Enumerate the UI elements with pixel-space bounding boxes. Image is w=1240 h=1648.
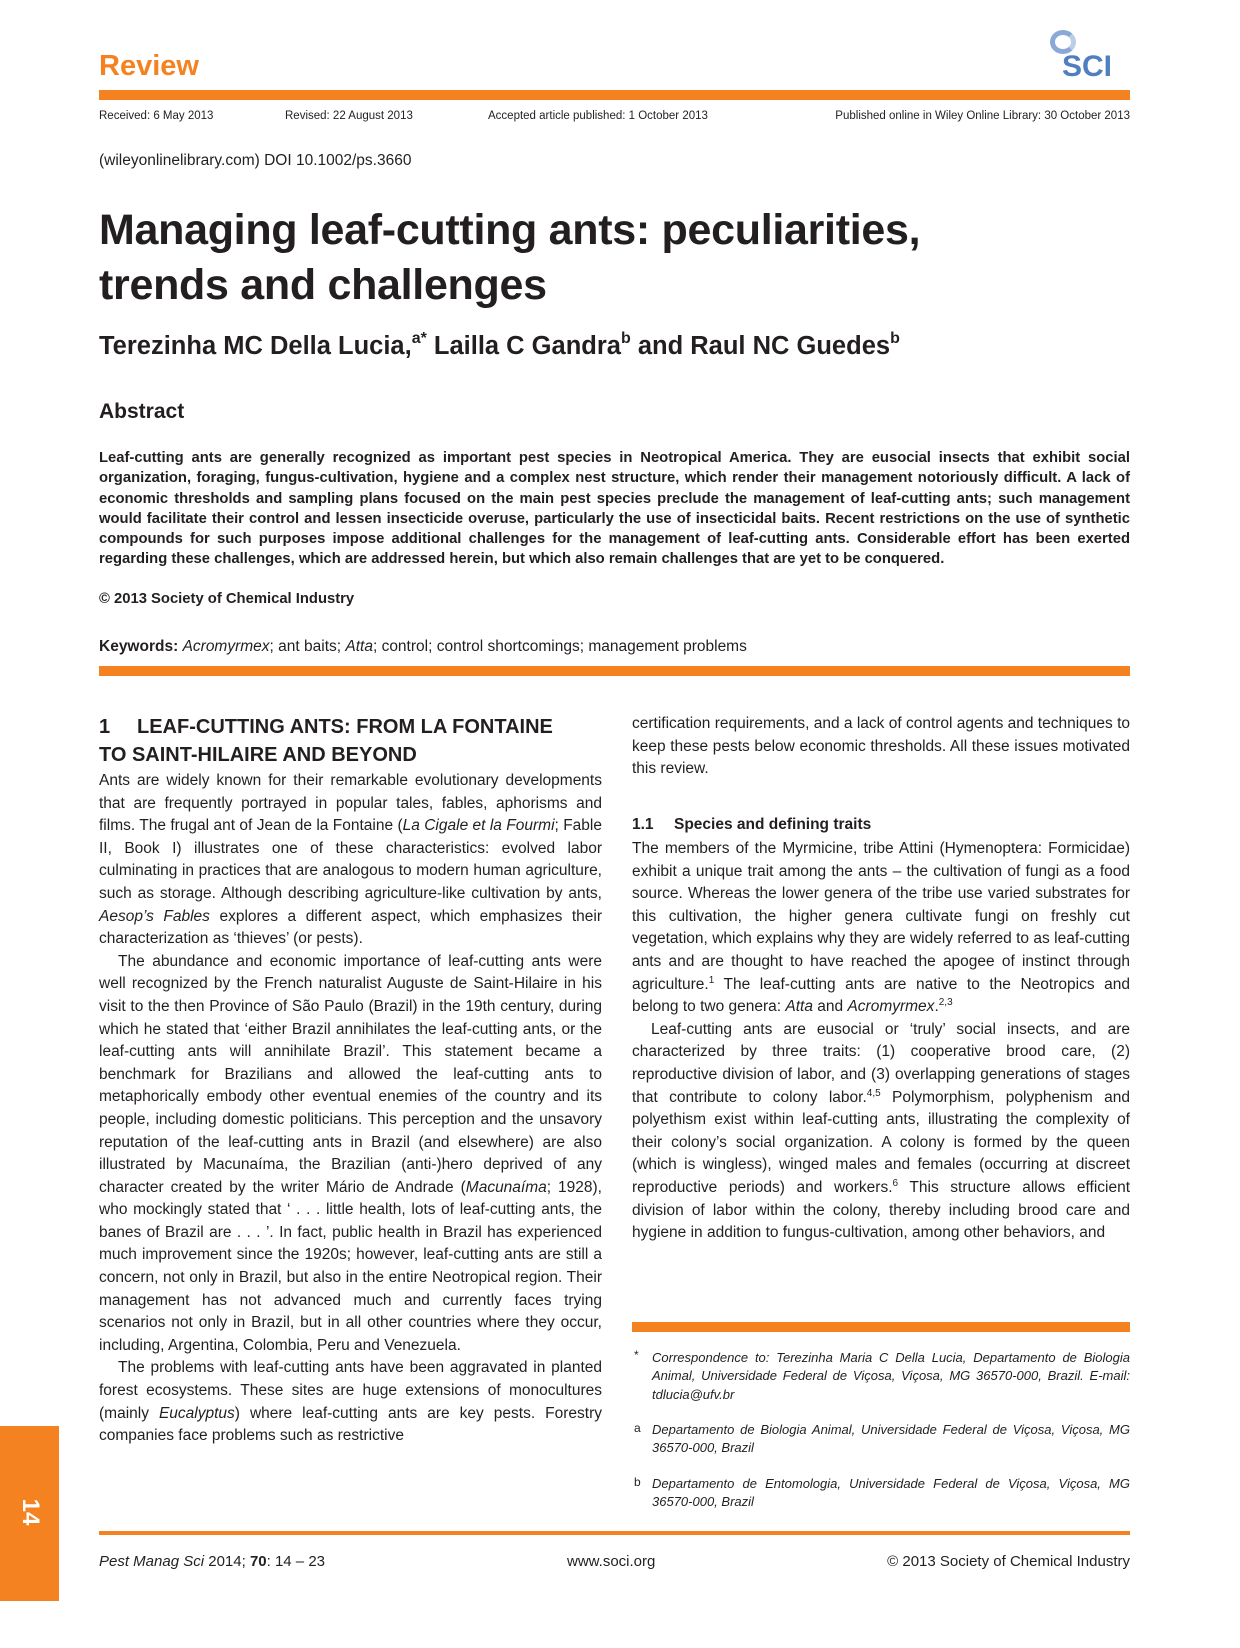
- received-date: Received: 6 May 2013: [99, 110, 214, 122]
- paragraph: [632, 838, 1130, 1019]
- citation: 6: [892, 1177, 899, 1189]
- italic-text: Atta: [785, 998, 813, 1016]
- italic-text: Acromyrmex: [847, 998, 935, 1016]
- citation: 1: [708, 974, 715, 986]
- keywords-label: Keywords:: [99, 638, 179, 655]
- text: Leaf-cutting ants are eusocial or ‘truly’ social insects, and are characterized by three traits: (1) cooperative brood care, (2) reproductive division of labor, and (3) overlapping generations of stages that contribute to colony labor.: [632, 1020, 1130, 1106]
- sci-logo: [1040, 26, 1130, 84]
- text: ) where leaf-cutting ants are key pests. Forestry companies face problems such as restrictive: [99, 1404, 602, 1445]
- italic-text: Eucalyptus: [158, 1404, 235, 1422]
- author-affiliation: b: [620, 330, 631, 347]
- keyword: Atta: [345, 638, 373, 655]
- journal-pages: : 14 – 23: [266, 1553, 326, 1570]
- abstract-copyright: © 2013 Society of Chemical Industry: [99, 591, 355, 607]
- text: Ants are widely known for their remarkable evolutionary developments that are frequently portrayed in popular tales, fables, aphorisms and films. The frugal ant of Jean de la Fontaine (: [99, 772, 602, 835]
- footnote-mark: a: [634, 1421, 641, 1435]
- doi: (wileyonlinelibrary.com) DOI 10.1002/ps.3660: [99, 152, 412, 169]
- text: The abundance and economic importance of leaf-cutting ants were well recognized by the French naturalist Auguste de Saint-Hilaire in his visit to the then Province of São Paulo (Brazil) in the 19th century, during which he stated that ‘either Brazil annihilates the leaf-cutting ants, or the leaf-cutting ants will annihilate Brazil’. This statement became a benchmark for Brazilians and allowed the leaf-cutting ants to metaphorically embody other eventual enemies of the country and its people, including domestic politicians. This perception and the unsavory reputation of the leaf-cutting ants in Brazil (and elsewhere) are also illustrated by Macunaíma, the Brazilian (anti-)hero deprived of any character created by the writer Mário de Andrade (: [99, 952, 602, 1196]
- right-column-body: [632, 838, 1130, 1245]
- text: and: [812, 998, 848, 1016]
- italic-text: Aesop’s Fables: [99, 907, 210, 925]
- affiliation-b-footnote: Departamento de Entomologia, Universidade Federal de Viçosa, Viçosa, MG 36570-000, Brazil: [652, 1476, 1130, 1510]
- journal-name: Pest Manag Sci: [99, 1553, 205, 1570]
- italic-text: La Cigale et la Fourmi: [402, 817, 555, 835]
- section-heading-line-2: TO SAINT-HILAIRE AND BEYOND: [99, 744, 417, 766]
- section-1-heading: [99, 713, 602, 769]
- section-tag: Review: [99, 50, 199, 82]
- journal-citation: [99, 1553, 325, 1570]
- text: This structure allows efficient division of labor within the colony, thereby including brood care and hygiene in addition to fungus-cultivation, among other behaviors, and: [632, 1178, 1131, 1242]
- text: The leaf-cutting ants are native to the Neotropics and belong to two genera:: [632, 975, 1130, 1016]
- abstract-rule: [99, 666, 1130, 676]
- affiliation-a-footnote: Departamento de Biologia Animal, Universidade Federal de Viçosa, Viçosa, MG 36570-000, Brazil: [652, 1422, 1130, 1456]
- text: explores a different aspect, which emphasizes their characterization as ‘thieves’ (or pests).: [99, 907, 602, 948]
- published-date: Published online in Wiley Online Library: 30 October 2013: [835, 110, 1130, 122]
- text: ; Fable II, Book I) illustrates one of these characteristics: evolved labor culminating in practices that are analogous to modern human agriculture, such as storage. Although describing agriculture-like cultivation by ants,: [99, 817, 602, 902]
- author-affiliation: a*: [411, 330, 427, 347]
- abstract-heading: Abstract: [99, 400, 185, 423]
- subsection-heading: Species and defining traits: [674, 816, 872, 833]
- keyword: ; ant baits;: [269, 638, 346, 655]
- revised-date: Revised: 22 August 2013: [285, 110, 413, 122]
- journal-year: 2014;: [204, 1553, 250, 1570]
- author-name: Terezinha MC Della Lucia,: [99, 332, 412, 360]
- author-name: and Raul NC Guedes: [637, 332, 891, 360]
- keywords: [99, 638, 747, 656]
- citation: 2,3: [938, 997, 953, 1009]
- section-1-1-heading: [632, 816, 871, 834]
- text: The problems with leaf-cutting ants have been aggravated in planted forest ecosystems. These sites are huge extensions of monocultures (mainly: [99, 1359, 602, 1422]
- author-list: [99, 330, 900, 361]
- paragraph: [99, 951, 602, 1358]
- author-affiliation: b: [890, 330, 900, 347]
- paragraph: [99, 1357, 602, 1447]
- section-number: 1: [99, 716, 111, 738]
- text: ; 1928), who mockingly stated that ‘ . . . little health, lots of leaf-cutting ants, the banes of Brazil are . . . ’. In fact, public health in Brazil has experienced much improvement since the 1920s; however, leaf-cutting ants are still a concern, not only in Brazil, but also in the entire Neotropical region. Their management has not advanced much and currently faces trying scenarios not only in Brazil, but in all other countries where they occur, including, Argentina, Colombia, Peru and Venezuela.: [99, 1178, 602, 1354]
- correspondence-footnote: Correspondence to: Terezinha Maria C Della Lucia, Departamento de Biologia Animal, Universidade Federal de Viçosa, Viçosa, MG 36570-000, Brazil. E-mail: tdlucia@ufv.br: [652, 1350, 1130, 1402]
- text: The members of the Myrmicine, tribe Attini (Hymenoptera: Formicidae) exhibit a unique trait among the ants – the cultivation of fungi as a food source. Whereas the lower genera of the tribe use varied substrates for this cultivation, the higher genera cultivate fungi on freshly cut vegetation, which explains why they are widely referred to as leaf-cutting ants and are thought to have reached the apogee of instinct through agriculture.: [632, 840, 1130, 993]
- footer-rule: [99, 1531, 1130, 1535]
- text: Polymorphism, polyphenism and polyethism exist within leaf-cutting ants, illustrating the complexity of their colony’s social organization. A colony is formed by the queen (which is wingless), winged males and females (occurring at discreet reproductive periods) and workers.: [632, 1088, 1130, 1196]
- paragraph: [99, 770, 602, 951]
- title-line-1: Managing leaf-cutting ants: peculiarities,: [99, 206, 921, 254]
- accepted-date: Accepted article published: 1 October 2013: [488, 110, 708, 122]
- journal-volume: 70: [249, 1553, 267, 1570]
- italic-text: Macunaíma: [465, 1178, 547, 1196]
- article-title: [99, 203, 1099, 313]
- title-line-2: trends and challenges: [99, 261, 547, 309]
- header-rule: [99, 90, 1130, 100]
- page-number: 14: [17, 1498, 44, 1526]
- section-heading-line-1: LEAF-CUTTING ANTS: FROM LA FONTAINE: [137, 716, 553, 738]
- author-name: Lailla C Gandra: [433, 332, 621, 360]
- logo-text: SCI: [1062, 50, 1113, 83]
- footer-copyright: © 2013 Society of Chemical Industry: [887, 1553, 1130, 1570]
- keyword: Acromyrmex: [182, 638, 270, 655]
- website-link[interactable]: www.soci.org: [567, 1553, 656, 1570]
- subsection-number: 1.1: [632, 816, 654, 833]
- page-number-tab: [0, 1426, 59, 1601]
- footnote-mark: *: [634, 1348, 639, 1362]
- paragraph: [632, 1019, 1130, 1245]
- paragraph: certification requirements, and a lack of control agents and techniques to keep these pests below economic thresholds. All these issues motivated this review.: [632, 715, 1131, 778]
- keyword: ; control; control shortcomings; management problems: [372, 638, 747, 655]
- footnote-rule: [632, 1322, 1130, 1332]
- citation: 4,5: [866, 1087, 881, 1099]
- right-column-intro: [632, 713, 1130, 781]
- left-column-body: [99, 770, 602, 1448]
- text: .: [934, 998, 939, 1016]
- footnote-mark: b: [634, 1475, 641, 1489]
- abstract-text: Leaf-cutting ants are generally recognized as important pest species in Neotropical America. They are eusocial insects that exhibit social organization, foraging, fungus-cultivation, hygiene and a complex nest structure, which render their management notoriously difficult. A lack of economic thresholds and sampling plans focused on the main pest species preclude the management of leaf-cutting ants; such management would facilitate their control and lessen insecticide overuse, particularly the use of insecticidal baits. Recent restrictions on the use of synthetic compounds for such purposes impose additional challenges for the management of leaf-cutting ants. Considerable effort has been exerted regarding these challenges, which are addressed herein, but which also remain challenges that are yet to be conquered.: [99, 450, 1130, 568]
